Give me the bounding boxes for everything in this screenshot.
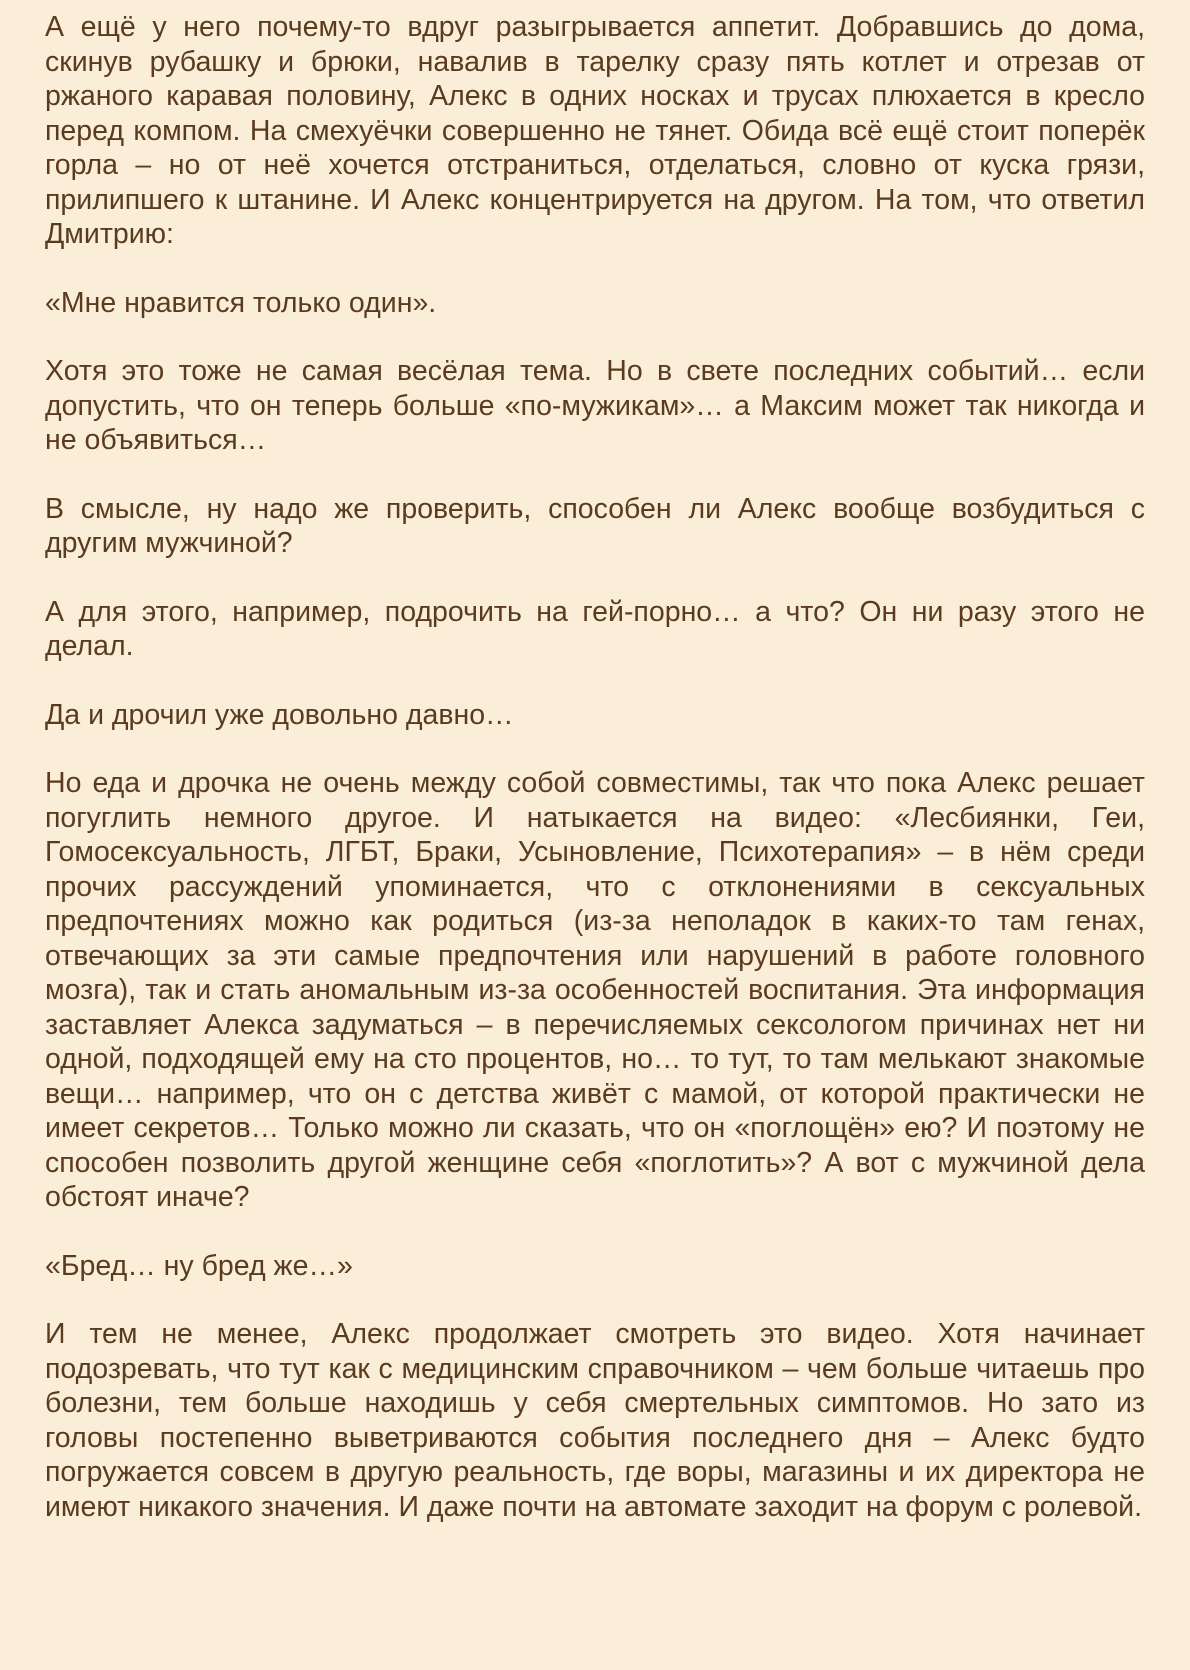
paragraph-5: А для этого, например, подрочить на гей-порно… а что? Он ни разу этого не делал. bbox=[45, 595, 1145, 662]
paragraph-7: Но еда и дрочка не очень между собой совместимы, так что пока Алекс решает погуглить немного другое. И натыкается на видео: «Лесбиянки, Геи, Гомосексуальность, ЛГБТ, Браки, Усыновление, Психотерапия» – в нём среди прочих рассуждений упоминается, что с отклонениями в сексуальных предпочтениях можно как родиться (из-за неполадок в каких-то там генах, отвечающих за эти самые предпочтения или нарушений в работе головного мозга), так и стать аномальным из-за особенностей воспитания. Эта информация заставляет Алекса задуматься – в перечисляемых сексологом причинах нет ни одной, подходящей ему на сто процентов, но… то тут, то там мелькают знакомые вещи… например, что он с детства живёт с мамой, от которой практически не имеет секретов… Только можно ли сказать, что он «поглощён» ею? И поэтому не способен позволить другой женщине себя «поглотить»? А вот с мужчиной дела обстоят иначе? bbox=[45, 767, 1145, 1213]
paragraph-8: «Бред… ну бред же…» bbox=[45, 1249, 353, 1282]
paragraph-2: «Мне нравится только один». bbox=[45, 286, 437, 319]
paragraph-9: И тем не менее, Алекс продолжает смотреть это видео. Хотя начинает подозревать, что тут как с медицинским справочником – чем больше читаешь про болезни, тем больше находишь у себя смертельных симптомов. Но зато из головы постепенно выветриваются события последнего дня – Алекс будто погружается совсем в другую реальность, где воры, магазины и их директора не имеют никакого значения. И даже почти на автомате заходит на форум с ролевой. bbox=[45, 1318, 1145, 1523]
paragraph-4: В смысле, ну надо же проверить, способен ли Алекс вообще возбудиться с другим мужчиной? bbox=[45, 492, 1145, 559]
paragraph-6: Да и дрочил уже довольно давно… bbox=[45, 698, 514, 731]
paragraph-3: Хотя это тоже не самая весёлая тема. Но в свете последних событий… если допустить, что он теперь больше «по-мужикам»… а Максим может так никогда и не объявиться… bbox=[45, 355, 1145, 456]
paragraph-1: А ещё у него почему-то вдруг разыгрывается аппетит. Добравшись до дома, скинув рубашку и брюки, навалив в тарелку сразу пять котлет и отрезав от ржаного каравая половину, Алекс в одних носках и трусах плюхается в кресло перед компом. На смехуёчки совершенно не тянет. Обида всё ещё стоит поперёк горла – но от неё хочется отстраниться, отделаться, словно от куска грязи, прилипшего к штанине. И Алекс концентрируется на другом. На том, что ответил Дмитрию: bbox=[45, 11, 1145, 250]
